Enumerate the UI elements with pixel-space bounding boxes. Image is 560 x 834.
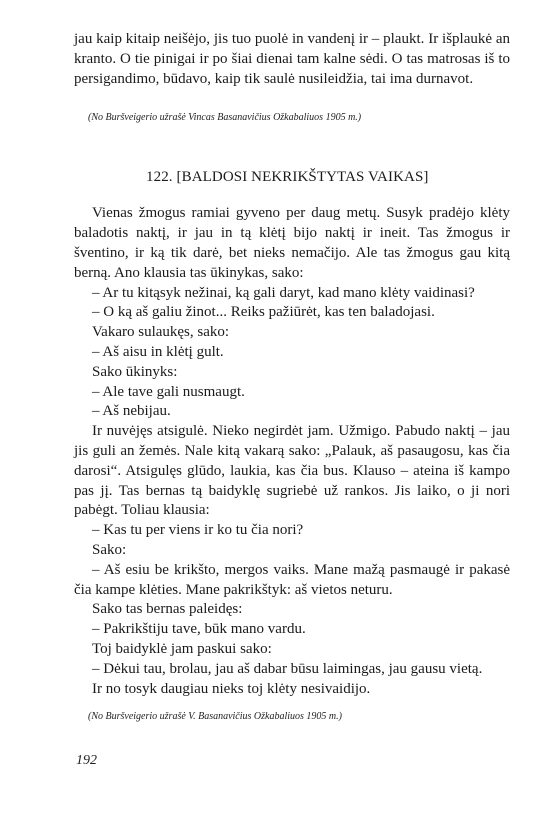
paragraph: Ir nuvėjęs atsigulė. Nieko negirdėt jam. Užmigo. Pabudo naktį – jau jis guli an žemės. Nale kitą vakarą sako: „Palauk, aš pasaugosu, kas čia darosi“. Atsigulęs glūdo, laukia, kas čia bus. Klauso – ateina iš kampo pas jį. Tas bernas tą baidyklę sugriebė už rankos. Jis laiko, o ji nori pabėgt. Toliau klausia:: [74, 423, 510, 519]
paragraph: Ir no tosyk daugiau nieks toj klėty nesivaidijo.: [92, 680, 371, 697]
paragraph: Vienas žmogus ramiai gyveno per daug metų. Susyk pradėjo klėty baladotis naktį, ir jau in tą klėtį bijo naktį ir ineit. Tas žmogus ir šventino, ir ką tik darė, bet nieks nemačijo. Ale tas žmogus gau kitą berną. Ano klausia tas ūkinykas, sako:: [74, 205, 510, 281]
paragraph: Toj baidyklė jam paskui sako:: [92, 640, 272, 657]
paragraph: Sako:: [92, 541, 127, 558]
page-number: 192: [76, 753, 97, 768]
dialogue-line: – Dėkui tau, brolau, jau aš dabar būsu laimingas, jau gausu vietą.: [92, 660, 483, 677]
tale-heading: 122. [BALDOSI NEKRIKŠTYTAS VAIKAS]: [146, 169, 429, 186]
continued-paragraph: jau kaip kitaip neišėjo, jis tuo puolė in vandenį ir – plaukt. Ir išplaukė an kranto. O tie pinigai ir po šiai dienai tam kalne sėdi. O tas matrosas iš to persigandimo, būdavo, kaip tik saulė nusileidžia, tai ima durnavot.: [74, 31, 510, 87]
dialogue-line: – O ką aš galiu žinot... Reiks pažiūrėt, kas ten baladojasi.: [92, 304, 435, 321]
dialogue-line: – Ar tu kitąsyk nežinai, ką gali daryt, kad mano klėty vaidinasi?: [92, 284, 475, 301]
source-note: (No Buršveigerio užrašė Vincas Basanavičius Ožkabaliuos 1905 m.): [88, 112, 362, 124]
paragraph: Sako ūkinyks:: [92, 363, 178, 380]
dialogue-line: – Aš nebijau.: [92, 403, 171, 420]
paragraph: Vakaro sulaukęs, sako:: [92, 324, 230, 341]
dialogue-line: – Pakrikštiju tave, būk mano vardu.: [92, 621, 306, 638]
source-note: (No Buršveigerio užrašė V. Basanavičius Ožkabaliuos 1905 m.): [88, 711, 342, 723]
dialogue-line: – Aš esiu be krikšto, mergos vaiks. Mane mažą pasmaugė ir pakasė čia kampe klėties. Mane pakrikštyk: aš vietos neturu.: [74, 561, 510, 598]
paragraph: Sako tas bernas paleidęs:: [92, 601, 243, 618]
dialogue-line: – Ale tave gali nusmaugt.: [92, 383, 245, 400]
dialogue-line: – Kas tu per viens ir ko tu čia nori?: [92, 522, 304, 539]
book-page: [74, 30, 510, 724]
dialogue-line: – Aš aisu in klėtį gult.: [92, 343, 224, 360]
